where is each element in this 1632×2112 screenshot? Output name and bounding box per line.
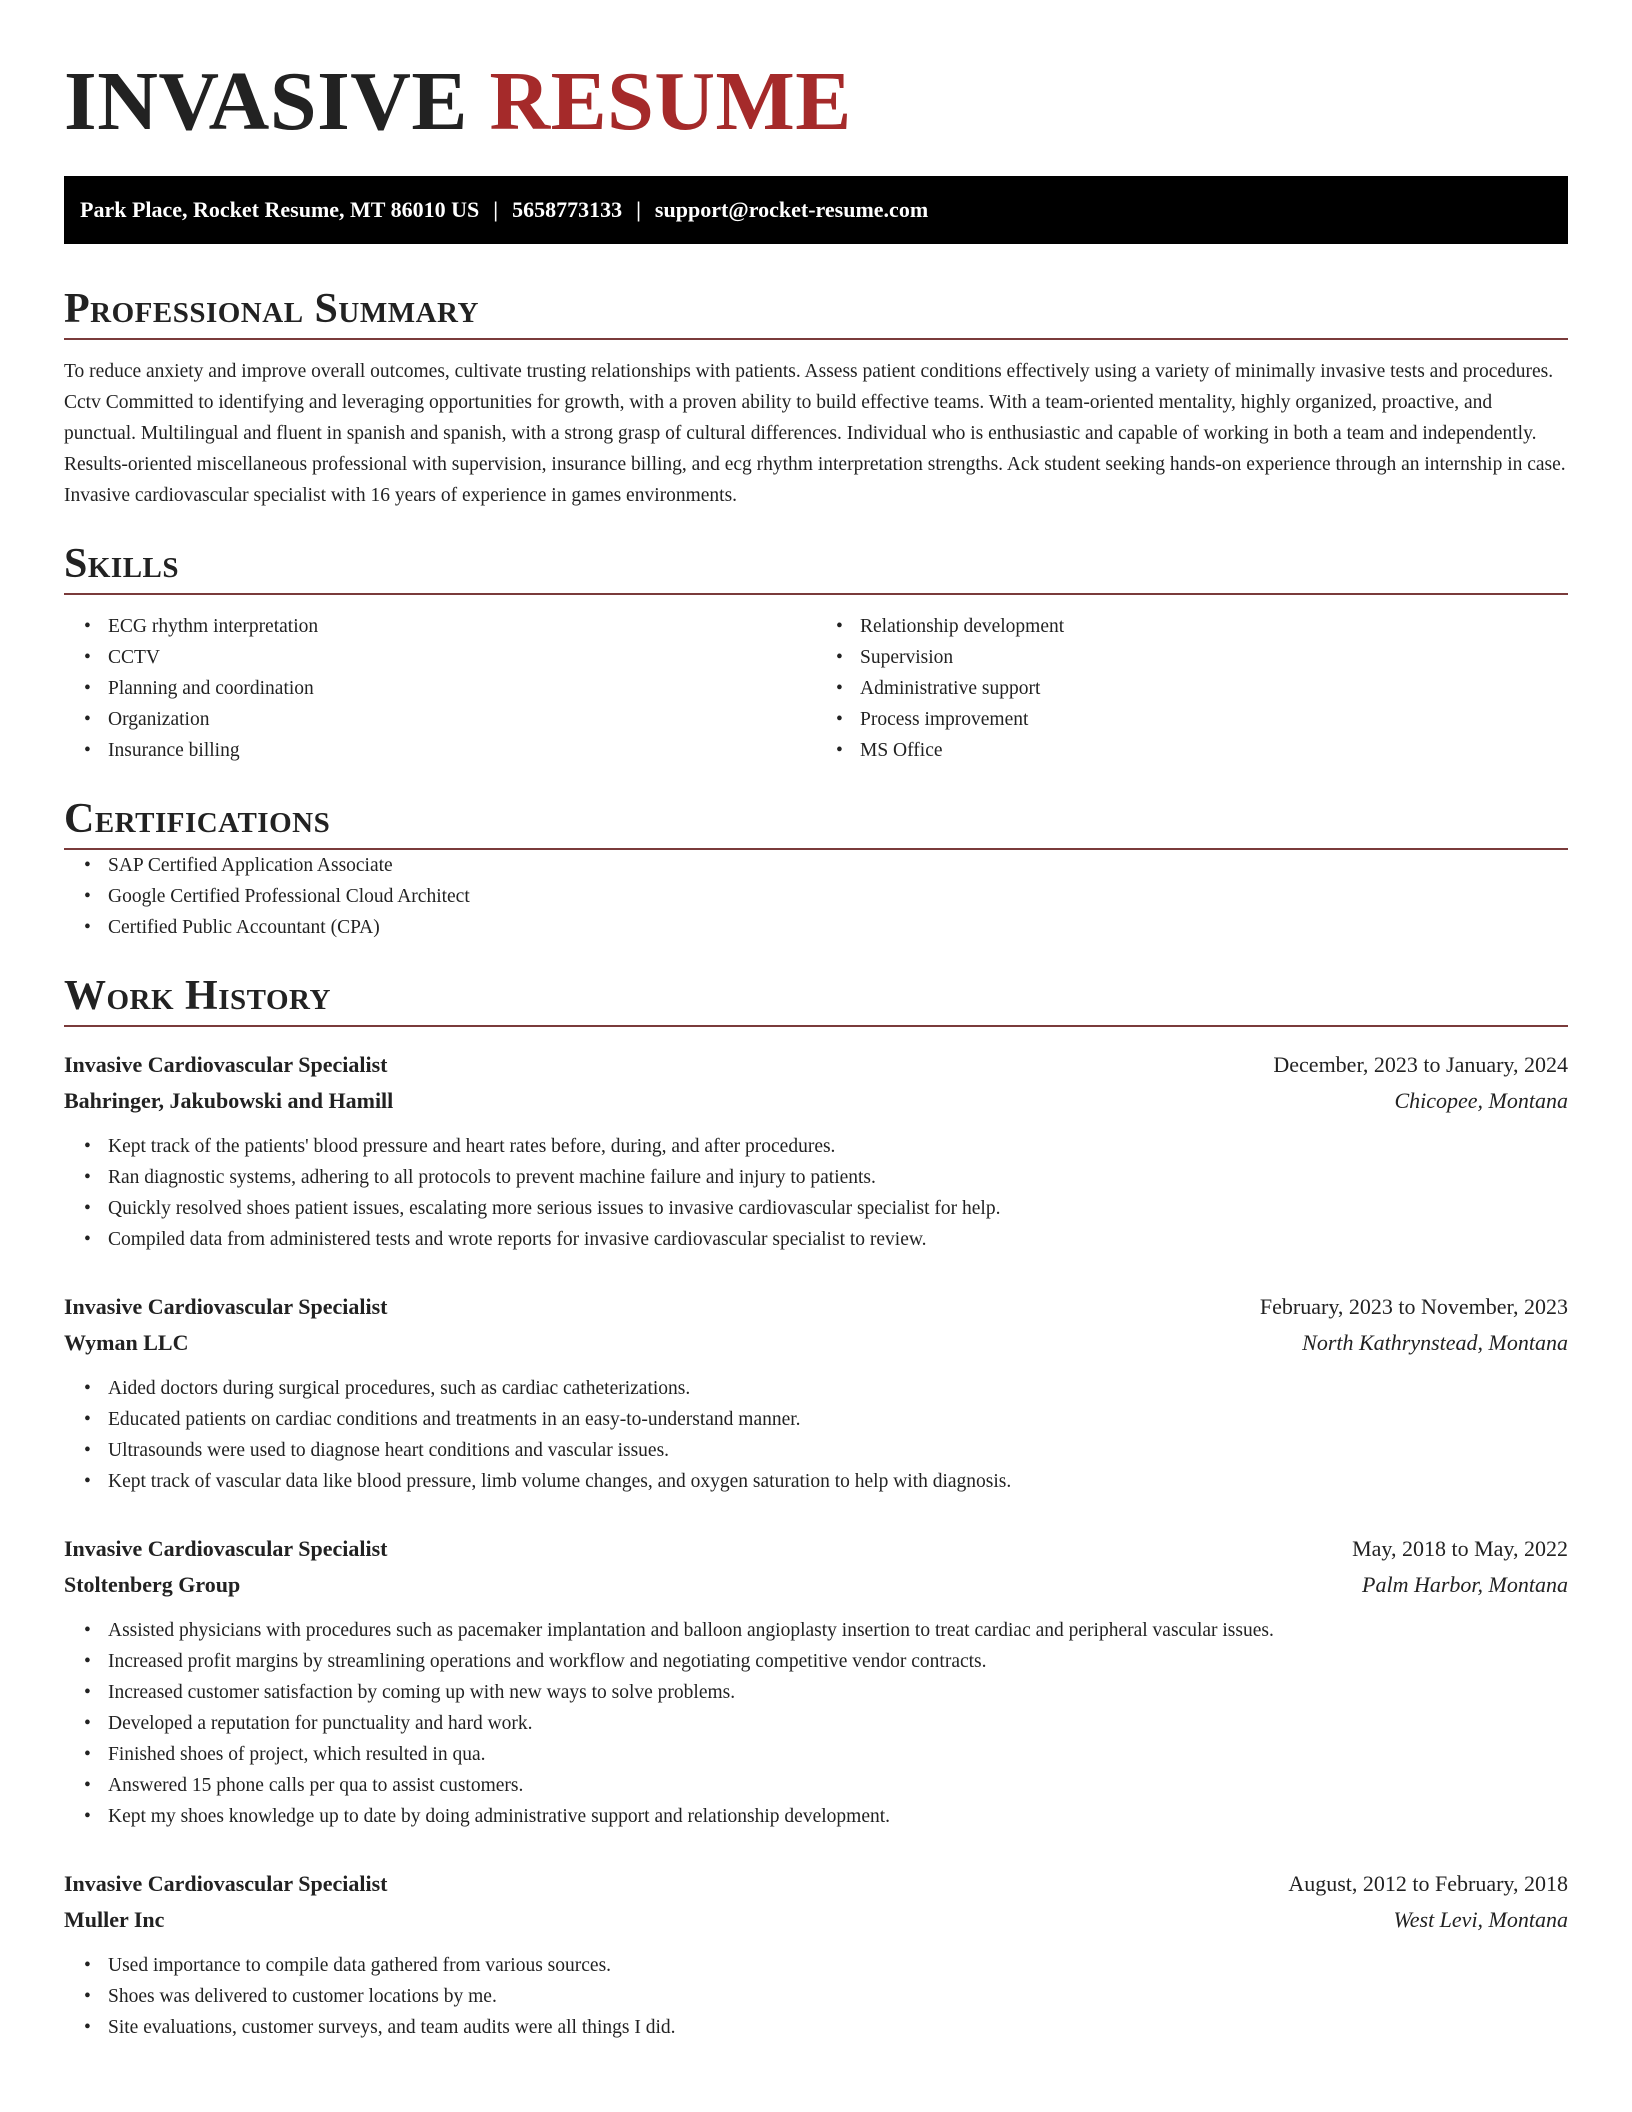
- job-location: North Kathrynstead, Montana: [1302, 1330, 1568, 1355]
- contact-address: Park Place, Rocket Resume, MT 86010 US: [80, 197, 480, 222]
- job-bullet: • Shoes was delivered to customer locations by me.: [108, 1981, 1568, 2012]
- contact-bar: [64, 176, 1568, 244]
- job-dates: May, 2018 to May, 2022: [1352, 1536, 1568, 1561]
- summary-text: To reduce anxiety and improve overall outcomes, cultivate trusting relationships with patients. Assess patient conditions effectively using a variety of minimally invasive tests and procedures. Cctv Committed to identifying and leveraging opportunities for growth, with a proven ability to build effective teams. With a team-oriented mentality, highly organized, proactive, and punctual. Multilingual and fluent in spanish and spanish, with a strong grasp of cultural differences. Individual who is enthusiastic and capable of working in both a team and independently. Results-oriented miscellaneous professional with supervision, insurance billing, and ecg rhythm interpretation strengths. Ack student seeking hands-on experience through an internship in case. Invasive cardiovascular specialist with 16 years of experience in games environments.: [64, 361, 1566, 506]
- job-bullet: • Educated patients on cardiac conditions and treatments in an easy-to-understand manner.: [108, 1404, 1568, 1435]
- job-subheader: [64, 1567, 1568, 1603]
- certifications-list: [64, 850, 1568, 943]
- job-bullet: • Quickly resolved shoes patient issues, escalating more serious issues to invasive cardiovascular specialist for help.: [108, 1193, 1568, 1224]
- job-bullet: • Kept my shoes knowledge up to date by doing administrative support and relationship development.: [108, 1801, 1568, 1832]
- job-bullet: • Compiled data from administered tests and wrote reports for invasive cardiovascular specialist to review.: [108, 1224, 1568, 1255]
- job-bullet: • Site evaluations, customer surveys, and team audits were all things I did.: [108, 2012, 1568, 2043]
- job-bullet: • Developed a reputation for punctuality and hard work.: [108, 1708, 1568, 1739]
- job-bullet: • Answered 15 phone calls per qua to assist customers.: [108, 1770, 1568, 1801]
- job-bullet: • Kept track of vascular data like blood pressure, limb volume changes, and oxygen saturation to help with diagnosis.: [108, 1466, 1568, 1497]
- job-subheader: [64, 1902, 1568, 1938]
- job-bullet: • Increased customer satisfaction by coming up with new ways to solve problems.: [108, 1677, 1568, 1708]
- job-dates: February, 2023 to November, 2023: [1259, 1294, 1568, 1319]
- job-location: Chicopee, Montana: [1394, 1088, 1568, 1113]
- job-bullet: • Assisted physicians with procedures such as pacemaker implantation and balloon angioplasty insertion to treat cardiac and peripheral vascular issues.: [108, 1615, 1568, 1646]
- skills-column-right: [816, 611, 1568, 766]
- certification-item: • Google Certified Professional Cloud Architect: [108, 881, 1568, 912]
- job-dates: December, 2023 to January, 2024: [1273, 1052, 1568, 1077]
- job-header: [64, 1289, 1568, 1325]
- skill-item: • Organization: [108, 704, 816, 735]
- job-subheader: [64, 1083, 1568, 1119]
- job-company: Muller Inc: [64, 1907, 165, 1932]
- section-title-certifications: Certifications: [64, 794, 1568, 850]
- skills-column-left: [64, 611, 816, 766]
- skill-item: • Insurance billing: [108, 735, 816, 766]
- skill-item: • CCTV: [108, 642, 816, 673]
- name-last: RESUME: [489, 55, 852, 148]
- job-title: Invasive Cardiovascular Specialist: [64, 1871, 388, 1896]
- job-bullets: [64, 1950, 1568, 2043]
- job-bullets: [64, 1373, 1568, 1497]
- resume-name: [64, 0, 1568, 148]
- name-first: INVASIVE: [64, 55, 468, 148]
- section-title-summary: Professional Summary: [64, 284, 1568, 340]
- job-title: Invasive Cardiovascular Specialist: [64, 1052, 388, 1077]
- job-bullets: [64, 1131, 1568, 1255]
- certification-item: • Certified Public Accountant (CPA): [108, 912, 1568, 943]
- job-location: Palm Harbor, Montana: [1362, 1572, 1568, 1597]
- job-location: West Levi, Montana: [1393, 1907, 1568, 1932]
- skill-item: • MS Office: [860, 735, 1568, 766]
- skill-item: • Supervision: [860, 642, 1568, 673]
- skill-item: • Relationship development: [860, 611, 1568, 642]
- job-header: [64, 1866, 1568, 1902]
- skill-item: • Administrative support: [860, 673, 1568, 704]
- contact-separator: |: [636, 197, 641, 222]
- job-bullet: • Ran diagnostic systems, adhering to all protocols to prevent machine failure and injury to patients.: [108, 1162, 1568, 1193]
- skill-item: • Process improvement: [860, 704, 1568, 735]
- contact-separator: |: [493, 197, 499, 222]
- job-header: [64, 1531, 1568, 1567]
- job-header: [64, 1047, 1568, 1083]
- resume-page: [64, 0, 1568, 2043]
- job-entry: [64, 1531, 1568, 1832]
- skill-item: • Planning and coordination: [108, 673, 816, 704]
- job-bullets: [64, 1615, 1568, 1832]
- job-company: Wyman LLC: [64, 1330, 189, 1355]
- job-company: Stoltenberg Group: [64, 1572, 241, 1597]
- job-entry: [64, 1289, 1568, 1497]
- section-title-skills: Skills: [64, 539, 1568, 595]
- contact-email: support@rocket-resume.com: [654, 197, 929, 222]
- job-bullet: • Finished shoes of project, which resulted in qua.: [108, 1739, 1568, 1770]
- job-entry: [64, 1047, 1568, 1255]
- contact-phone: 5658773133: [512, 197, 623, 222]
- job-entry: [64, 1866, 1568, 2043]
- job-company: Bahringer, Jakubowski and Hamill: [64, 1088, 394, 1113]
- job-bullet: • Ultrasounds were used to diagnose heart conditions and vascular issues.: [108, 1435, 1568, 1466]
- certification-item: • SAP Certified Application Associate: [108, 850, 1568, 881]
- job-bullet: • Used importance to compile data gathered from various sources.: [108, 1950, 1568, 1981]
- skills-list: [64, 611, 1568, 766]
- job-title: Invasive Cardiovascular Specialist: [64, 1294, 388, 1319]
- job-bullet: • Increased profit margins by streamlining operations and workflow and negotiating competitive vendor contracts.: [108, 1646, 1568, 1677]
- job-subheader: [64, 1325, 1568, 1361]
- job-bullet: • Aided doctors during surgical procedures, such as cardiac catheterizations.: [108, 1373, 1568, 1404]
- section-title-work-history: Work History: [64, 971, 1568, 1027]
- job-title: Invasive Cardiovascular Specialist: [64, 1536, 388, 1561]
- job-dates: August, 2012 to February, 2018: [1288, 1871, 1568, 1896]
- skill-item: • ECG rhythm interpretation: [108, 611, 816, 642]
- job-bullet: • Kept track of the patients' blood pressure and heart rates before, during, and after procedures.: [108, 1131, 1568, 1162]
